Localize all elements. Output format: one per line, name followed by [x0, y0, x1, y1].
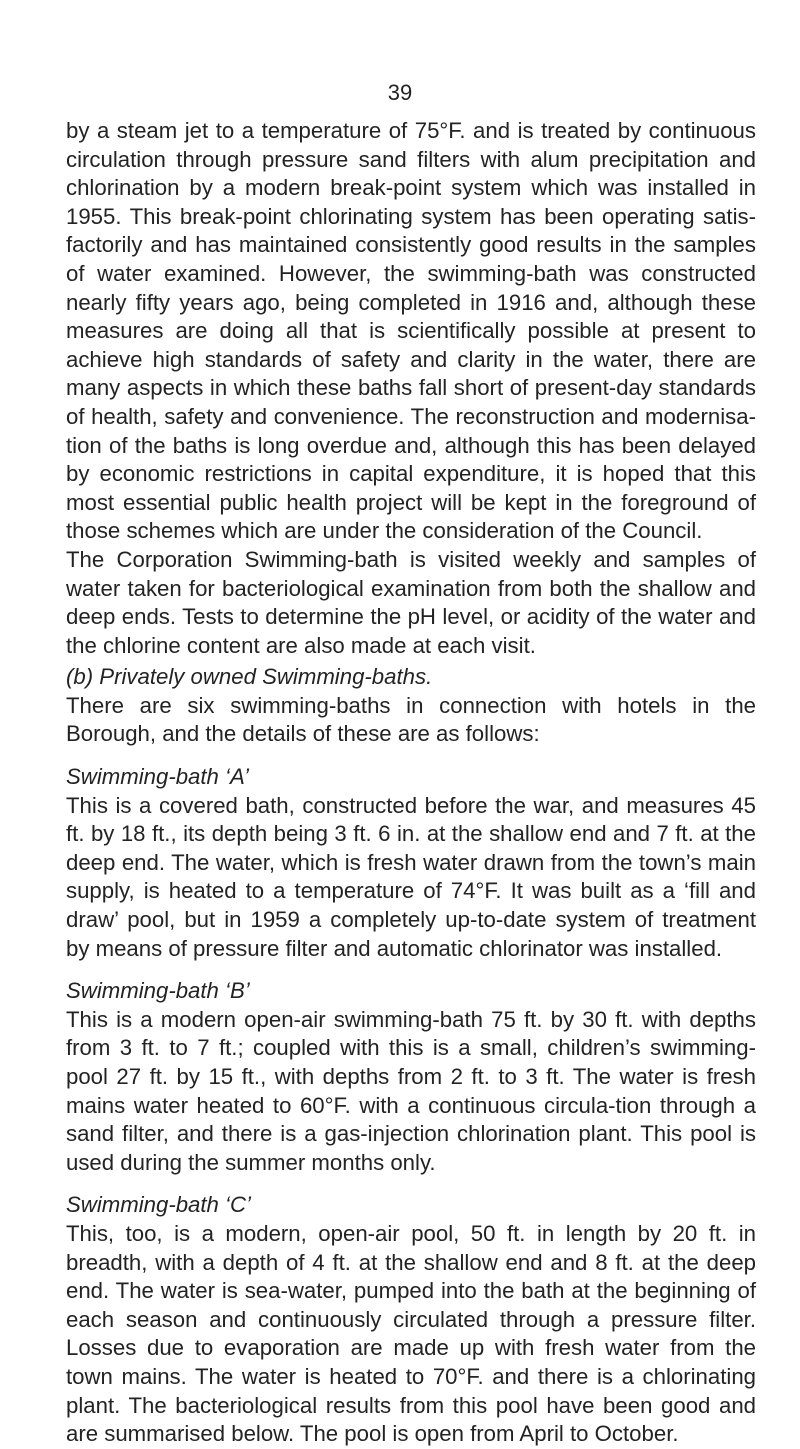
bath-b-paragraph: This is a modern open-air swimming-bath 75 ft. by 30 ft. with depths from 3 ft. to 7 ft.; coupled with this is a small, children’s swimming-pool 27 ft. by 15 ft., with depths from 2 ft. to 3 ft. The water is fresh mains water heated to 60°F. with a continuous circula-tion through a sand filter, and there is a gas-injection chlorination plant. This pool is used during the summer months only. [66, 1006, 756, 1175]
body-text [66, 117, 756, 1449]
section-b-label: (b) [66, 664, 94, 690]
bath-a-heading: Swimming-bath ‘A’ [66, 764, 249, 790]
bath-c-heading: Swimming-bath ‘C’ [66, 1192, 251, 1218]
page-number: 39 [387, 80, 413, 105]
bath-a-paragraph: This is a covered bath, constructed before the war, and measures 45 ft. by 18 ft., its depth being 3 ft. 6 in. at the shallow end and 7 ft. at the deep end. The water, which is fresh water drawn from the town’s main supply, is heated to a temperature of 74°F. It was built as a ‘fill and draw’ pool, but in 1959 a completely up-to-date system of treatment by means of pressure filter and automatic chlorinator was installed. [66, 792, 756, 961]
section-b-title: Privately owned Swimming-baths. [99, 664, 433, 690]
hotels-paragraph: There are six swimming-baths in connection with hotels in the Borough, and the details of these are as follows: [66, 692, 756, 747]
bath-c-paragraph: This, too, is a modern, open-air pool, 50 ft. in length by 20 ft. in breadth, with a depth of 4 ft. at the shallow end and 8 ft. at the deep end. The water is sea-water, pumped into the bath at the beginning of each season and continuously circulated through a pressure filter. Losses due to evaporation are made up with fresh water from the town mains. The water is heated to 70°F. and there is a chlorinating plant. The bacteriological results from this pool have been good and are summarised below. The pool is open from April to October. [66, 1220, 756, 1447]
bath-b-heading: Swimming-bath ‘B’ [66, 978, 250, 1004]
corporation-text: The Corporation Swimming-bath is visited weekly and samples of water taken for bacteriological examination from both the shallow and deep ends. Tests to determine the pH level, or acidity of the water and the chlorine content are also made at each visit. [66, 546, 756, 658]
corporation-paragraph [66, 546, 756, 660]
opening-paragraph: by a steam jet to a temperature of 75°F. and is treated by continuous circulation through pressure sand filters with alum precipitation and chlorination by a modern break-point system which was installed in 1955. This break-point chlorinating system has been operating satis-factorily and has maintained consistently good results in the samples of water examined. However, the swimming-bath was constructed nearly fifty years ago, being completed in 1916 and, although these measures are doing all that is scientifically possible at present to achieve high standards of safety and clarity in the water, there are many aspects in which these baths fall short of present-day standards of health, safety and convenience. The reconstruction and modernisa-tion of the baths is long overdue and, although this has been delayed by economic restrictions in capital expenditure, it is hoped that this most essential public health project will be kept in the foreground of those schemes which are under the consideration of the Council. [66, 118, 756, 544]
section-b-heading [66, 663, 756, 692]
